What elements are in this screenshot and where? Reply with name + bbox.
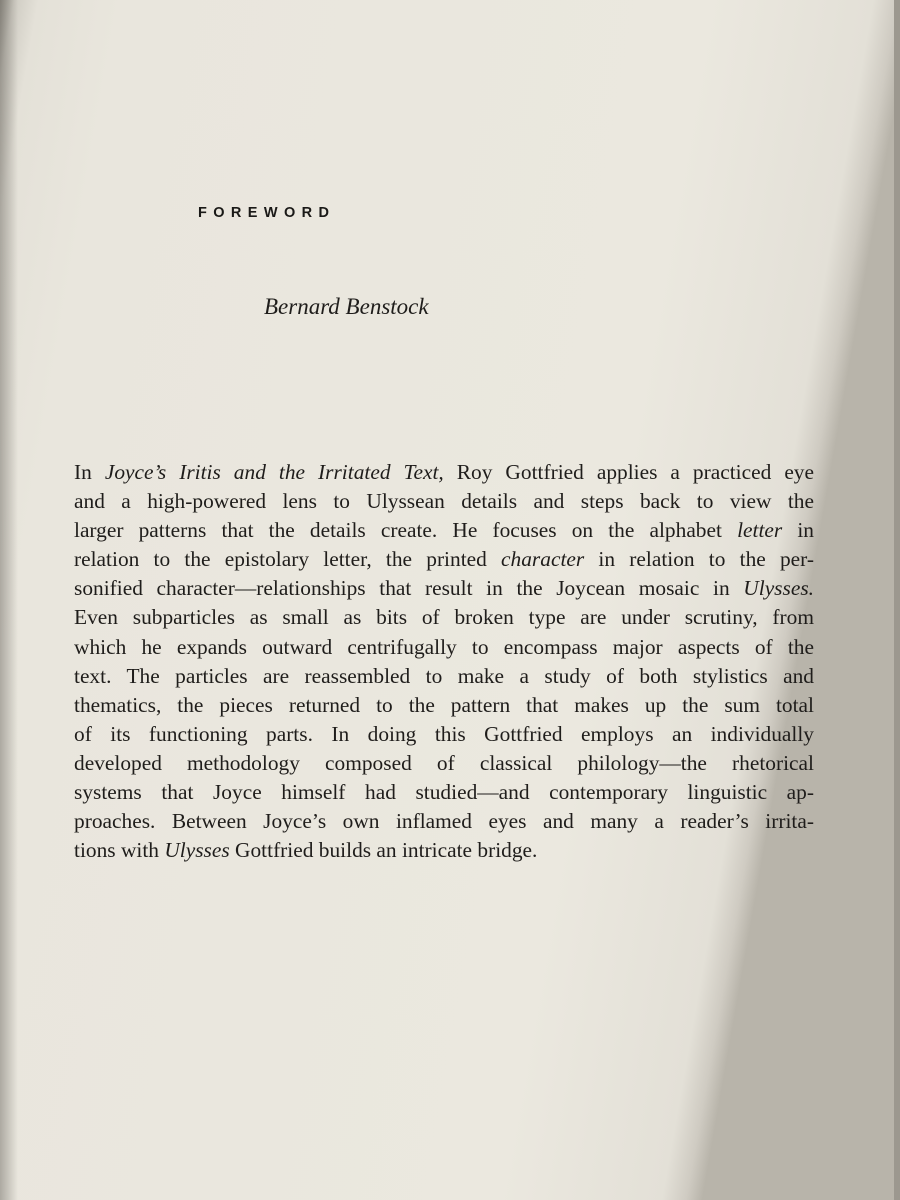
text-line [74, 633, 814, 662]
text-run: Gottfried builds an intricate bridge. [229, 838, 538, 863]
spine-shadow [0, 0, 18, 1200]
text-line [74, 691, 814, 720]
italic-title: character [501, 547, 585, 572]
text-run: proaches. Between Joyce’s own inflamed eyes and many a reader’s irrita- [74, 809, 814, 834]
page-edge [894, 0, 900, 1200]
text-line [74, 516, 814, 545]
text-run: systems that Joyce himself had studied—and contemporary linguistic ap- [74, 780, 814, 805]
text-line [74, 574, 814, 603]
foreword-paragraph [74, 458, 814, 865]
italic-title: Ulysses [164, 838, 230, 863]
text-run: relation to the epistolary letter, the printed [74, 547, 502, 572]
italic-title: letter [737, 518, 783, 543]
text-run: developed methodology composed of classical philology—the rhetorical [74, 750, 814, 775]
text-run: and a high-powered lens to Ulyssean details and steps back to view the [74, 489, 814, 514]
text-run: Roy Gottfried applies a practiced eye [443, 460, 814, 484]
text-run: in relation to the per- [584, 547, 814, 572]
author-name: Bernard Benstock [264, 294, 429, 319]
text-run: Even subparticles as small as bits of broken type are under scrutiny, from [74, 605, 814, 630]
text-run: thematics, the pieces returned to the pattern that makes up the sum total [74, 692, 814, 717]
text-line [74, 603, 814, 632]
text-line [74, 545, 814, 574]
text-line [74, 662, 814, 691]
text-run: sonified character—relationships that result in the Joycean mosaic in [74, 576, 744, 601]
text-line [74, 749, 814, 778]
text-run: text. The particles are reassembled to make a study of both stylistics and [74, 663, 814, 688]
italic-title: Ulysses. [743, 576, 814, 601]
italic-title: Joyce’s Iritis and the Irritated Text, [104, 460, 444, 484]
text-run: In [74, 460, 105, 484]
text-line [74, 836, 814, 865]
text-run: tions with [74, 838, 165, 863]
text-run: in [782, 518, 814, 543]
text-line [74, 458, 814, 487]
text-run: which he expands outward centrifugally to encompass major aspects of the [74, 634, 814, 659]
section-heading: FOREWORD [198, 205, 336, 221]
text-line [74, 778, 814, 807]
text-line [74, 487, 814, 516]
text-line [74, 807, 814, 836]
text-run: of its functioning parts. In doing this Gottfried employs an individually [74, 721, 814, 746]
text-line [74, 720, 814, 749]
text-run: larger patterns that the details create. He focuses on the alphabet [74, 518, 738, 543]
